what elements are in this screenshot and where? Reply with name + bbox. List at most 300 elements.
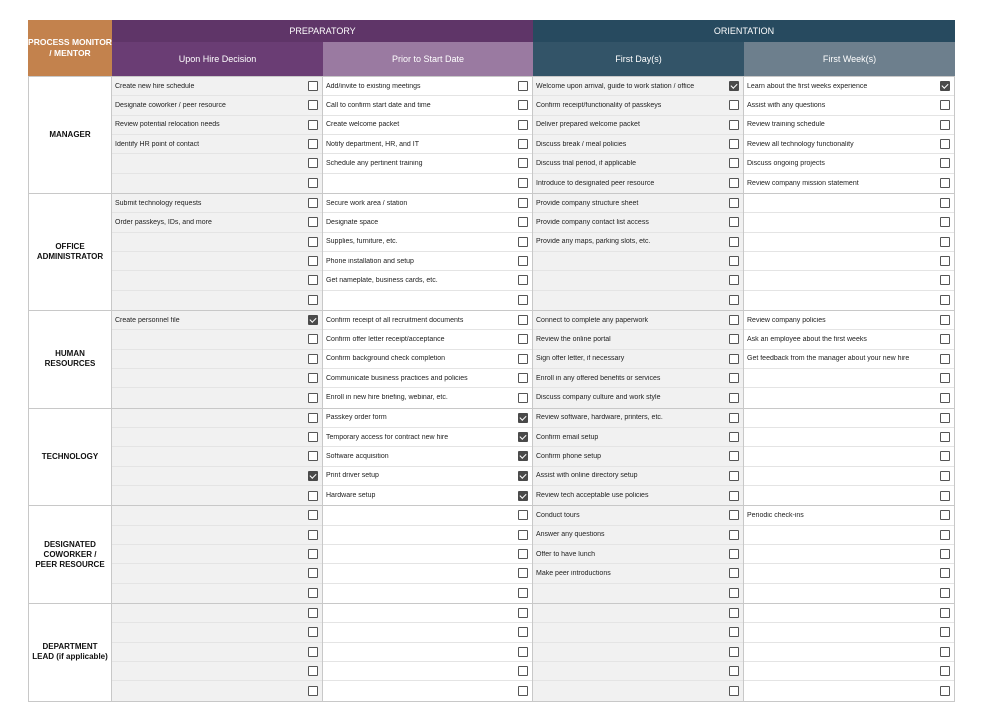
task-row — [112, 584, 322, 603]
task-column — [323, 194, 533, 310]
task-row — [744, 584, 954, 603]
checkbox[interactable] — [940, 275, 950, 285]
task-label: Confirm phone setup — [536, 452, 601, 460]
checkbox[interactable] — [940, 217, 950, 227]
task-row — [533, 467, 743, 486]
checkbox-checked[interactable] — [518, 471, 528, 481]
task-row — [744, 213, 954, 232]
checkbox[interactable] — [518, 666, 528, 676]
task-label: Software acquisition — [326, 452, 389, 460]
task-row — [533, 526, 743, 545]
task-row — [744, 564, 954, 583]
role-section — [28, 194, 955, 311]
checkbox[interactable] — [729, 491, 739, 501]
task-label: Supplies, furniture, etc. — [326, 238, 398, 246]
task-row — [323, 77, 532, 96]
checkbox[interactable] — [308, 275, 318, 285]
checkbox[interactable] — [308, 549, 318, 559]
task-row — [533, 350, 743, 369]
task-row — [533, 564, 743, 583]
checkbox[interactable] — [729, 275, 739, 285]
checkbox[interactable] — [518, 275, 528, 285]
checkbox[interactable] — [940, 491, 950, 501]
task-column — [112, 194, 323, 310]
checkbox[interactable] — [308, 510, 318, 520]
checkbox[interactable] — [729, 530, 739, 540]
task-row — [323, 271, 532, 290]
task-row — [744, 96, 954, 115]
column-header-prior-to-start: Prior to Start Date — [323, 42, 533, 76]
checkbox[interactable] — [518, 100, 528, 110]
checkbox-checked[interactable] — [518, 413, 528, 423]
checkbox[interactable] — [518, 530, 528, 540]
checkbox[interactable] — [940, 120, 950, 130]
checkbox[interactable] — [729, 120, 739, 130]
checkbox[interactable] — [518, 256, 528, 266]
task-row — [323, 662, 532, 681]
task-row — [112, 545, 322, 564]
task-row — [323, 252, 532, 271]
task-label: Offer to have lunch — [536, 550, 596, 558]
task-label: Notify department, HR, and IT — [326, 140, 419, 148]
task-row — [533, 252, 743, 271]
task-label: Schedule any pertinent training — [326, 159, 423, 167]
task-row — [323, 291, 532, 310]
checkbox[interactable] — [940, 608, 950, 618]
task-row — [744, 467, 954, 486]
checkbox[interactable] — [940, 471, 950, 481]
checkbox[interactable] — [729, 178, 739, 188]
task-label: Review the online portal — [536, 335, 611, 343]
task-row — [112, 271, 322, 290]
checkbox[interactable] — [940, 413, 950, 423]
task-label: Add/invite to existing meetings — [326, 82, 421, 90]
checkbox[interactable] — [308, 198, 318, 208]
task-column — [533, 194, 744, 310]
task-column — [323, 311, 533, 408]
task-row — [533, 545, 743, 564]
task-row — [323, 388, 532, 407]
task-label: Create personnel file — [115, 316, 180, 324]
checkbox[interactable] — [729, 256, 739, 266]
task-row — [112, 135, 322, 154]
checkbox[interactable] — [729, 471, 739, 481]
checkbox[interactable] — [308, 530, 318, 540]
checkbox[interactable] — [308, 647, 318, 657]
checkbox[interactable] — [729, 237, 739, 247]
role-label: TECHNOLOGY — [28, 409, 112, 506]
checkbox[interactable] — [518, 237, 528, 247]
onboarding-checklist-sheet — [28, 20, 955, 702]
task-label: Periodic check-ins — [747, 511, 804, 519]
checkbox[interactable] — [518, 588, 528, 598]
task-label: Confirm offer letter receipt/acceptance — [326, 335, 445, 343]
checkbox[interactable] — [940, 393, 950, 403]
checkbox[interactable] — [940, 198, 950, 208]
checkbox[interactable] — [940, 373, 950, 383]
checkbox[interactable] — [308, 413, 318, 423]
checkbox[interactable] — [308, 666, 318, 676]
task-row — [744, 604, 954, 623]
checkbox[interactable] — [518, 334, 528, 344]
task-row — [744, 77, 954, 96]
task-label: Discuss trial period, if applicable — [536, 159, 636, 167]
task-row — [533, 271, 743, 290]
task-row — [533, 213, 743, 232]
task-row — [323, 623, 532, 642]
task-column — [744, 194, 955, 310]
task-column — [323, 409, 533, 506]
checkbox[interactable] — [308, 295, 318, 305]
task-row — [533, 311, 743, 330]
task-label: Discuss company culture and work style — [536, 394, 661, 402]
task-row — [744, 428, 954, 447]
checkbox[interactable] — [308, 178, 318, 188]
task-column — [744, 506, 955, 603]
checkbox[interactable] — [729, 334, 739, 344]
checkbox[interactable] — [518, 295, 528, 305]
checkbox[interactable] — [729, 451, 739, 461]
task-label: Temporary access for contract new hire — [326, 433, 449, 441]
checkbox[interactable] — [518, 158, 528, 168]
task-row — [323, 506, 532, 525]
checkbox[interactable] — [729, 139, 739, 149]
task-label: Welcome upon arrival, guide to work station / office — [536, 82, 695, 90]
task-row — [112, 467, 322, 486]
task-row — [744, 154, 954, 173]
checkbox[interactable] — [518, 393, 528, 403]
task-label: Sign offer letter, if necessary — [536, 355, 625, 363]
checkbox[interactable] — [729, 295, 739, 305]
task-label: Review company policies — [747, 316, 826, 324]
task-label: Connect to complete any paperwork — [536, 316, 649, 324]
task-row — [112, 311, 322, 330]
task-label: Assist with any questions — [747, 101, 826, 109]
task-label: Provide company contact list access — [536, 218, 649, 226]
task-row — [533, 662, 743, 681]
task-label: Phone installation and setup — [326, 257, 414, 265]
checkbox[interactable] — [518, 686, 528, 696]
orientation-group-header: ORIENTATION — [533, 20, 955, 42]
task-label: Confirm background check completion — [326, 355, 446, 363]
task-row — [112, 194, 322, 213]
task-row — [112, 213, 322, 232]
task-label: Enroll in new hire briefing, webinar, etc. — [326, 394, 448, 402]
checkbox[interactable] — [308, 237, 318, 247]
task-label: Review potential relocation needs — [115, 121, 220, 129]
checkbox[interactable] — [729, 373, 739, 383]
checkbox[interactable] — [308, 686, 318, 696]
task-row — [323, 96, 532, 115]
checkbox[interactable] — [308, 100, 318, 110]
task-row — [323, 174, 532, 193]
checkbox[interactable] — [518, 354, 528, 364]
role-label: OFFICE ADMINISTRATOR — [28, 194, 112, 310]
checkbox[interactable] — [308, 81, 318, 91]
checkbox[interactable] — [729, 549, 739, 559]
task-row — [112, 330, 322, 349]
task-row — [323, 350, 532, 369]
task-label: Discuss ongoing projects — [747, 159, 825, 167]
task-row — [533, 447, 743, 466]
task-row — [323, 604, 532, 623]
role-section — [28, 409, 955, 507]
checkbox[interactable] — [308, 627, 318, 637]
checkbox[interactable] — [940, 256, 950, 266]
task-row — [744, 681, 954, 700]
checkbox-checked[interactable] — [940, 81, 950, 91]
checkbox-checked[interactable] — [518, 432, 528, 442]
checkbox[interactable] — [729, 666, 739, 676]
checkbox-checked[interactable] — [308, 471, 318, 481]
checkbox[interactable] — [308, 608, 318, 618]
checkbox[interactable] — [518, 549, 528, 559]
task-row — [112, 681, 322, 700]
checkbox[interactable] — [940, 588, 950, 598]
task-label: Secure work area / station — [326, 199, 408, 207]
task-label: Review software, hardware, printers, etc. — [536, 414, 663, 422]
checkbox[interactable] — [940, 334, 950, 344]
task-row — [533, 623, 743, 642]
task-row — [533, 604, 743, 623]
checkbox[interactable] — [518, 120, 528, 130]
checkbox[interactable] — [518, 178, 528, 188]
checkbox[interactable] — [940, 158, 950, 168]
task-row — [533, 681, 743, 700]
checkbox[interactable] — [940, 432, 950, 442]
task-label: Answer any questions — [536, 531, 605, 539]
task-column — [323, 77, 533, 193]
checkbox[interactable] — [940, 315, 950, 325]
checkbox[interactable] — [940, 568, 950, 578]
task-label: Get nameplate, business cards, etc. — [326, 276, 438, 284]
checkbox[interactable] — [308, 393, 318, 403]
checkbox[interactable] — [729, 588, 739, 598]
task-row — [533, 233, 743, 252]
checklist-body — [28, 76, 955, 702]
role-section — [28, 506, 955, 604]
checkbox[interactable] — [518, 647, 528, 657]
task-row — [744, 643, 954, 662]
task-row — [112, 77, 322, 96]
task-row — [112, 252, 322, 271]
task-label: Designate coworker / peer resource — [115, 101, 226, 109]
task-row — [323, 447, 532, 466]
checkbox[interactable] — [308, 158, 318, 168]
checkbox[interactable] — [729, 198, 739, 208]
task-column — [533, 311, 744, 408]
task-row — [323, 564, 532, 583]
task-row — [323, 584, 532, 603]
checkbox[interactable] — [729, 315, 739, 325]
task-row — [533, 116, 743, 135]
checkbox[interactable] — [729, 354, 739, 364]
task-label: Review company mission statement — [747, 179, 859, 187]
task-label: Review training schedule — [747, 121, 825, 129]
task-row — [744, 330, 954, 349]
checkbox[interactable] — [308, 373, 318, 383]
task-row — [112, 388, 322, 407]
checkbox[interactable] — [729, 647, 739, 657]
checkbox[interactable] — [940, 295, 950, 305]
task-row — [112, 643, 322, 662]
checkbox[interactable] — [518, 373, 528, 383]
checkbox[interactable] — [518, 217, 528, 227]
checkbox-checked[interactable] — [729, 81, 739, 91]
task-label: Provide company structure sheet — [536, 199, 639, 207]
task-row — [112, 526, 322, 545]
checkbox[interactable] — [308, 491, 318, 501]
task-column — [744, 604, 955, 701]
task-row — [533, 96, 743, 115]
checkbox[interactable] — [729, 568, 739, 578]
checkbox[interactable] — [518, 510, 528, 520]
checkbox[interactable] — [518, 315, 528, 325]
task-row — [533, 428, 743, 447]
task-row — [744, 271, 954, 290]
checkbox[interactable] — [940, 354, 950, 364]
process-monitor-header: PROCESS MONITOR / MENTOR — [28, 20, 112, 76]
task-row — [112, 409, 322, 428]
column-header-first-days: First Day(s) — [533, 42, 744, 76]
checkbox-checked[interactable] — [308, 315, 318, 325]
task-row — [533, 409, 743, 428]
task-label: Order passkeys, IDs, and more — [115, 218, 212, 226]
task-row — [533, 584, 743, 603]
task-row — [112, 604, 322, 623]
checkbox[interactable] — [729, 413, 739, 423]
checkbox[interactable] — [308, 588, 318, 598]
checkbox[interactable] — [308, 139, 318, 149]
task-column — [112, 604, 323, 701]
task-row — [744, 233, 954, 252]
checkbox[interactable] — [729, 510, 739, 520]
checkbox[interactable] — [940, 510, 950, 520]
checkbox[interactable] — [308, 217, 318, 227]
task-row — [533, 486, 743, 505]
task-row — [744, 506, 954, 525]
task-row — [112, 96, 322, 115]
task-row — [112, 116, 322, 135]
checkbox[interactable] — [308, 334, 318, 344]
role-label: DEPARTMENT LEAD (if applicable) — [28, 604, 112, 701]
task-row — [744, 662, 954, 681]
task-row — [744, 291, 954, 310]
checkbox[interactable] — [940, 139, 950, 149]
task-label: Call to confirm start date and time — [326, 101, 431, 109]
checkbox[interactable] — [940, 686, 950, 696]
task-row — [112, 564, 322, 583]
checkbox[interactable] — [518, 198, 528, 208]
role-section — [28, 76, 955, 194]
checkbox[interactable] — [729, 393, 739, 403]
checkbox-checked[interactable] — [518, 451, 528, 461]
checkbox[interactable] — [729, 217, 739, 227]
checkbox[interactable] — [518, 81, 528, 91]
checkbox[interactable] — [940, 530, 950, 540]
task-label: Ask an employee about the first weeks — [747, 335, 867, 343]
task-label: Passkey order form — [326, 414, 387, 422]
role-label: DESIGNATED COWORKER / PEER RESOURCE — [28, 506, 112, 603]
task-row — [323, 213, 532, 232]
task-row — [112, 506, 322, 525]
task-label: Learn about the first weeks experience — [747, 82, 868, 90]
task-row — [323, 194, 532, 213]
checkbox[interactable] — [729, 686, 739, 696]
task-row — [533, 291, 743, 310]
task-row — [112, 174, 322, 193]
task-row — [744, 311, 954, 330]
task-label: Get feedback from the manager about your new hire — [747, 355, 910, 363]
checkbox[interactable] — [940, 451, 950, 461]
task-label: Provide any maps, parking slots, etc. — [536, 238, 651, 246]
task-column — [323, 506, 533, 603]
task-row — [533, 643, 743, 662]
task-label: Enroll in any offered benefits or services — [536, 374, 661, 382]
task-row — [112, 447, 322, 466]
checkbox[interactable] — [729, 608, 739, 618]
task-row — [533, 388, 743, 407]
task-row — [744, 135, 954, 154]
task-row — [744, 388, 954, 407]
checkbox[interactable] — [940, 178, 950, 188]
checkbox[interactable] — [729, 432, 739, 442]
checkbox[interactable] — [518, 608, 528, 618]
task-column — [744, 409, 955, 506]
checkbox[interactable] — [308, 432, 318, 442]
checkbox[interactable] — [940, 627, 950, 637]
task-row — [112, 369, 322, 388]
task-label: Identify HR point of contact — [115, 140, 200, 148]
task-column — [744, 77, 955, 193]
checkbox[interactable] — [729, 100, 739, 110]
task-label: Hardware setup — [326, 492, 376, 500]
task-row — [323, 643, 532, 662]
checkbox[interactable] — [308, 568, 318, 578]
checkbox[interactable] — [940, 100, 950, 110]
task-label: Submit technology requests — [115, 199, 202, 207]
task-row — [112, 350, 322, 369]
task-label: Deliver prepared welcome packet — [536, 121, 640, 129]
checkbox[interactable] — [940, 549, 950, 559]
checkbox[interactable] — [308, 256, 318, 266]
task-column — [533, 506, 744, 603]
checkbox[interactable] — [308, 354, 318, 364]
checkbox[interactable] — [518, 568, 528, 578]
task-row — [323, 467, 532, 486]
checkbox[interactable] — [729, 158, 739, 168]
checkbox[interactable] — [308, 451, 318, 461]
task-column — [112, 409, 323, 506]
task-row — [323, 135, 532, 154]
checkbox[interactable] — [308, 120, 318, 130]
checkbox[interactable] — [729, 627, 739, 637]
checkbox-checked[interactable] — [518, 491, 528, 501]
task-row — [533, 194, 743, 213]
task-row — [744, 409, 954, 428]
task-label: Assist with online directory setup — [536, 472, 638, 480]
checkbox[interactable] — [518, 139, 528, 149]
task-column — [533, 77, 744, 193]
task-row — [533, 77, 743, 96]
task-label: Create welcome packet — [326, 121, 400, 129]
task-row — [323, 428, 532, 447]
checkbox[interactable] — [940, 666, 950, 676]
checkbox[interactable] — [940, 647, 950, 657]
checkbox[interactable] — [518, 627, 528, 637]
task-row — [744, 623, 954, 642]
checkbox[interactable] — [940, 237, 950, 247]
